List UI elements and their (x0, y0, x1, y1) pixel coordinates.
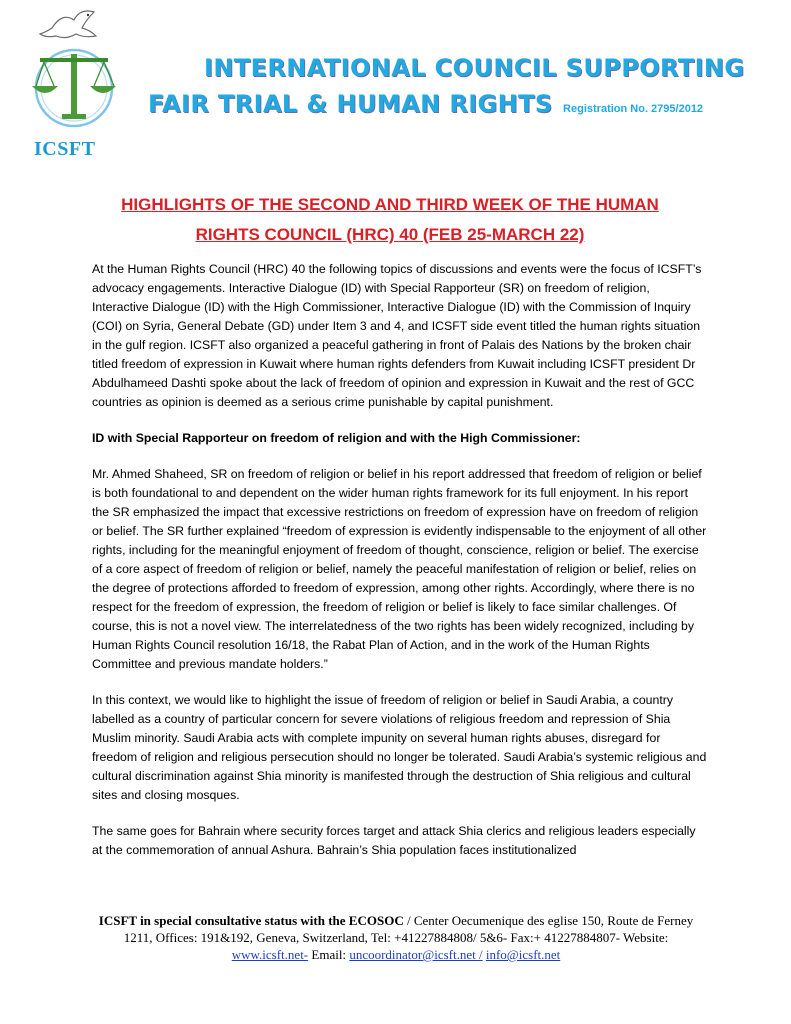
document-title-line1: HIGHLIGHTS OF THE SECOND AND THIRD WEEK OF THE HUMAN (121, 195, 659, 214)
footer-email-link-2[interactable]: info@icsft.net (485, 947, 561, 962)
paragraph-bahrain: The same goes for Bahrain where security forces target and attack Shia clerics and religious leaders especially at the commemoration of annual Ashura. Bahrain’s Shia population faces institutionalized (92, 824, 696, 857)
footer-email-label: Email: (308, 947, 350, 962)
section-heading: ID with Special Rapporteur on freedom of religion and with the High Commissioner: (92, 431, 581, 445)
organization-name-line2: FAIR TRIAL & HUMAN RIGHTS (148, 90, 553, 118)
footer-consultative-status: ICSFT in special consultative status with the ECOSOC (98, 913, 404, 928)
footer-website-link[interactable]: www.icsft.net- (231, 947, 309, 962)
footer-email-link-1[interactable]: uncoordinator@icsft.net / (349, 947, 483, 962)
logo-text: ICSFT (34, 138, 96, 160)
document-title (90, 190, 690, 250)
paragraph-intro: At the Human Rights Council (HRC) 40 the following topics of discussions and events were the focus of ICSFT’s advocacy engagements. Interactive Dialogue (ID) with Special Rapporteur (SR) on freedom of religion, Interactive Dialogue (ID) with the High Commissioner, Interactive Dialogue (ID) with the Commission of Inquiry (COI) on Syria, General Debate (GD) under Item 3 and 4, and ICSFT side event titled the human rights situation in the gulf region. ICSFT also organized a peaceful gathering in front of Palais des Nations by the broken chair titled freedom of expression in Kuwait where human rights defenders from Kuwait including ICSFT president Dr Abdulhameed Dashti spoke about the lack of freedom of opinion and expression in Kuwait and the rest of GCC countries as opinion is deemed as a serious crime punishable by capital punishment. (92, 262, 702, 409)
page-footer (96, 912, 696, 963)
footer-address: / Center Oecumenique des eglise 150, Route de Ferney 1211, Offices: 191&192, Geneva, Switzerland, Tel: +41227884808/ 5&6- Fax:+ 41227884807- Website: (123, 913, 694, 945)
organization-name-line2-container (148, 90, 703, 118)
document-body (92, 260, 708, 877)
organization-name-line1: INTERNATIONAL COUNCIL SUPPORTING (204, 54, 745, 82)
document-title-line2: RIGHTS COUNCIL (HRC) 40 (FEB 25-MARCH 22) (195, 225, 585, 244)
paragraph-saudi-arabia: In this context, we would like to highlight the issue of freedom of religion or belief in Saudi Arabia, a country labelled as a country of particular concern for severe violations of religious freedom and repression of Shia Muslim minority. Saudi Arabia acts with complete impunity on several human rights abuses, disregard for freedom of religion and religious persecution should no longer be tolerated. Saudi Arabia’s systemic religious and cultural discrimination against Shia minority is manifested through the destruction of Shia religious and cultural sites and closing mosques. (92, 693, 707, 802)
registration-number: Registration No. 2795/2012 (563, 103, 704, 115)
scales-of-justice-icon (22, 6, 132, 146)
paragraph-sr-report: Mr. Ahmed Shaheed, SR on freedom of religion or belief in his report addressed that freedom of religion or belief is both foundational to and dependent on the wider human rights framework for its full enjoyment. In his report the SR emphasized the impact that excessive restrictions on freedom of expression have on freedom of religion or belief. The SR further explained “freedom of expression is evidently indispensable to the enjoyment of all other rights, including for the meaningful enjoyment of freedom of thought, conscience, religion or belief. The exercise of a core aspect of freedom of religion or belief, namely the peaceful manifestation of religion or belief, relies on the degree of protections afforded to freedom of expression, among other rights. Accordingly, where there is no respect for the freedom of expression, the freedom of religion or belief is likely to face similar challenges. Of course, this is not a novel view. The interrelatedness of the two rights has been widely recognized, including by Human Rights Council resolution 16/18, the Rabat Plan of Action, and in the work of the Human Rights Committee and previous mandate holders.” (92, 467, 707, 671)
